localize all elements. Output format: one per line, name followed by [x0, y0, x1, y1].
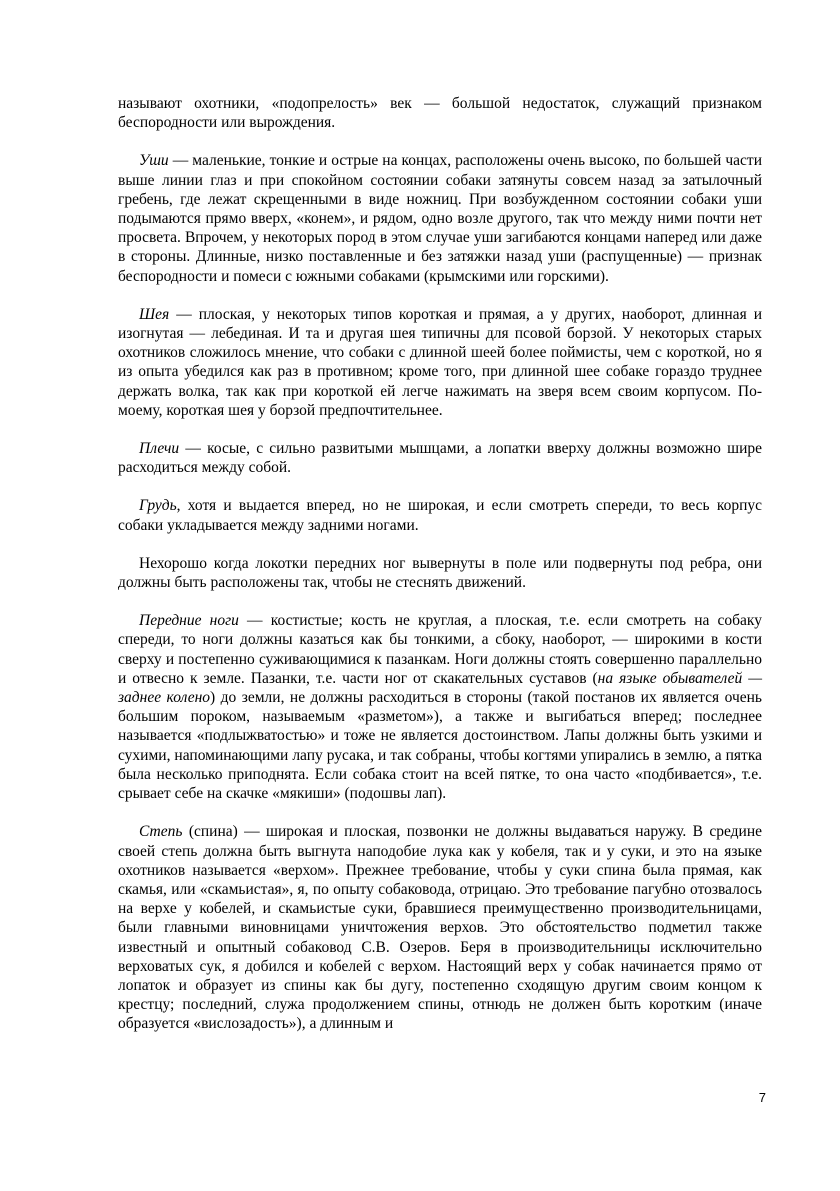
paragraph-shoulders	[118, 439, 762, 477]
paragraph-front-legs	[118, 611, 762, 803]
term-back: Степь	[139, 823, 183, 841]
term-shoulders: Плечи	[139, 440, 180, 458]
term-front-legs: Передние ноги	[139, 612, 239, 630]
paragraph-neck	[118, 305, 762, 420]
paragraph-chest	[118, 496, 762, 534]
paragraph-text: , хотя и выдается вперед, но не широкая, и если смотреть спереди, то весь корпус собаки укладывается между задними ногами.	[118, 497, 762, 534]
body-text	[118, 94, 762, 1053]
paragraph-text: — костистые; кость не круглая, а плоская, т.е. если смотреть на собаку спереди, то ноги должны казаться как бы тонкими, а сбоку, наоборот, — широкими в кости сверху и постепенно суживающимися к пазанкам. Ноги должны стоять совершенно параллельно и отвесно к земле. Пазанки, т.е. части ног от скакательных суставов (	[118, 612, 762, 687]
term-neck: Шея	[139, 305, 170, 323]
paragraph-text-after: ) до земли, не должны расходиться в стороны (такой постанов их является очень большим пороком, называемым «разметом»), а также и выгибаться вперед; последнее называется «подлыжватостью» и тоже не является достоинством. Лапы должны быть узкими и сухими, напоминающими лапу русака, и так собраны, чтобы когтями упирались в землю, а пятка была несколько приподнята. Если собака стоит на всей пятке, то она часто «подбивается», т.е. срывает себе на скачке «мякиши» (подошвы лап).	[118, 689, 762, 803]
paragraph-text: — маленькие, тонкие и острые на концах, расположены очень высоко, по большей части выше линии глаз и при спокойном состоянии собаки затянуты совсем назад за затылочный гребень, где лежат скрещенными в виде ножниц. При возбужденном состоянии собаки уши подымаются прямо вверх, «конем», и рядом, одно возле другого, так что между ними почти нет просвета. Впрочем, у некоторых пород в этом случае уши загибаются концами наперед или даже в стороны. Длинные, низко поставленные и без затяжки назад уши (распущенные) — признак беспородности и помеси с южными собаками (крымскими или горскими).	[118, 152, 762, 285]
paragraph-back	[118, 822, 762, 1033]
paragraph-text: — плоская, у некоторых типов короткая и прямая, а у других, наоборот, длинная и изогнутая — лебединая. И та и другая шея типичны для псовой борзой. У некоторых старых охотников сложилось мнение, что собаки с длинной шеей более поймисты, чем с короткой, но я из опыта убедился как раз в противном; кроме того, при длинной шее собаке гораздо труднее держать волка, так как при короткой ей легче нажимать на зверя всем своим корпусом. По-моему, короткая шея у борзой предпочтительнее.	[118, 305, 762, 419]
paragraph-text: Нехорошо когда локотки передних ног вывернуты в поле или подвернуты под ребра, они должны быть расположены так, чтобы не стеснять движений.	[118, 554, 762, 592]
paragraph-continuation	[118, 94, 762, 132]
paragraph-elbows	[118, 554, 762, 592]
italic-insert: на языке обывателей — заднее колено	[118, 669, 763, 707]
paragraph-text: называют охотники, «подопрелость» век — большой недостаток, служащий признаком беспородности или вырождения.	[118, 95, 762, 132]
page-number: 7	[758, 1090, 766, 1105]
paragraph-text: (спина) — широкая и плоская, позвонки не должны выдаваться наружу. В средине своей степь должна быть выгнута наподобие лука как у кобеля, так и у суки, и это на языке охотников называется «верхом». Прежнее требование, чтобы у суки спина была прямая, как скамья, или «скамьистая», я, по опыту собаковода, отрицаю. Это требование пагубно отозвалось на верхе у кобелей, и скамьистые суки, бравшиеся преимущественно производительницами, были главными виновницами уничтожения верхов. Это обстоятельство подметил также известный и опытный собаковод С.В. Озеров. Беря в производительницы исключительно верховатых сук, я добился и кобелей с верхом. Настоящий верх у собак начинается прямо от лопаток и образует из спины как бы дугу, постепенно сходящую другим своим концом к крестцу; последний, служа продолжением спины, отнюдь не должен быть коротким (иначе образуется «вислозадость»), а длинным и	[118, 823, 762, 1033]
paragraph-ears	[118, 151, 762, 285]
paragraph-text: — косые, с сильно развитыми мышцами, а лопатки вверху должны возможно шире расходиться между собой.	[118, 440, 762, 477]
term-chest: Грудь	[139, 497, 177, 515]
term-ears: Уши	[139, 152, 169, 170]
